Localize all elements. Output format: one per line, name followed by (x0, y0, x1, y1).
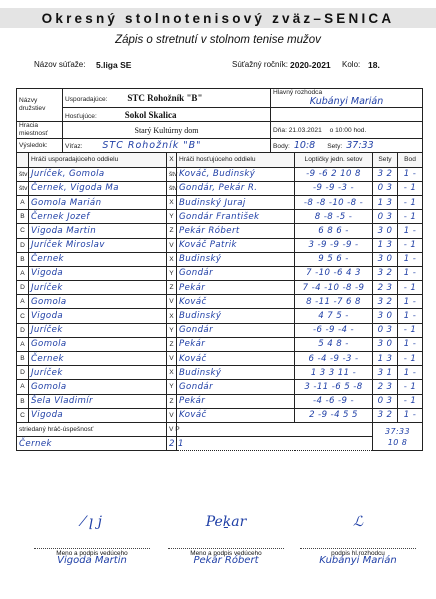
sets-result: 0 3 (373, 210, 398, 224)
away-player: Gondár (177, 266, 295, 280)
match-row (17, 281, 423, 295)
set-scores: -4 -6 -9 - (295, 394, 373, 408)
referee-cell (271, 89, 423, 108)
home-slot-letter: C (17, 224, 29, 238)
away-player: Gondár, Pekár R. (177, 181, 295, 195)
info-table (16, 88, 423, 153)
point-result: - 1 (398, 323, 423, 337)
home-player: Vigoda (29, 408, 167, 422)
set-scores: -9 -6 2 10 8 (295, 167, 373, 181)
away-player: Kováč (177, 295, 295, 309)
away-slot-letter: Y (167, 266, 177, 280)
set-scores: 4 7 5 - (295, 309, 373, 323)
home-slot-letter: C (17, 309, 29, 323)
referee-signature-mark: ℒ (352, 514, 364, 530)
substitute-label-row (17, 422, 423, 436)
point-result: 1 - (398, 309, 423, 323)
match-row (17, 337, 423, 351)
away-slot-letter: X (167, 309, 177, 323)
point-result: - 1 (398, 380, 423, 394)
point-result: 1 - (398, 252, 423, 266)
winner-cell (63, 139, 271, 153)
home-player: Juríček (29, 366, 167, 380)
season-value: 2020-2021 (290, 60, 331, 70)
col-points-header: Loptičky jedn. setov (295, 153, 373, 167)
away-player: Pekár Róbert (177, 224, 295, 238)
away-slot-letter: Y (167, 380, 177, 394)
home-slot-letter: C (17, 408, 29, 422)
home-player: Černek Jozef (29, 210, 167, 224)
substitute-record: 2 1 (167, 437, 177, 451)
set-scores: 3 -9 -9 -9 - (295, 238, 373, 252)
point-result: 1 - (398, 266, 423, 280)
home-slot-letter: B (17, 210, 29, 224)
home-slot-letter: A (17, 337, 29, 351)
match-row (17, 295, 423, 309)
away-slot-letter: štv (167, 181, 177, 195)
substitute-label: striedaný hráč-úspešnosť (17, 422, 167, 436)
match-row (17, 309, 423, 323)
away-player: Pekár (177, 281, 295, 295)
set-scores: 2 -9 -4 5 5 (295, 408, 373, 422)
substitute-letters: V P (167, 422, 177, 436)
competition-label: Názov súťaže: (34, 60, 86, 69)
away-slot-letter: X (167, 195, 177, 209)
match-row (17, 181, 423, 195)
col-score-header: Bod (398, 153, 423, 167)
point-result: - 1 (398, 181, 423, 195)
away-slot-letter: V (167, 295, 177, 309)
away-label: Hosťujúce: (65, 112, 97, 120)
away-leader-signature (160, 514, 292, 576)
home-player: Gomola (29, 295, 167, 309)
match-row (17, 380, 423, 394)
home-signature-caption: Meno a podpis vedúceho (56, 550, 128, 557)
point-result: 1 - (398, 167, 423, 181)
away-team: Sokol Skalica (124, 109, 177, 120)
away-player: Gondár (177, 323, 295, 337)
home-leader-name: Vigoda Martin (57, 555, 127, 566)
points-value: 10:8 (293, 140, 316, 152)
home-slot-letter: A (17, 266, 29, 280)
set-scores: -9 -9 -3 - (295, 181, 373, 195)
away-slot-letter: Z (167, 224, 177, 238)
match-row (17, 238, 423, 252)
sets-result: 1 3 (373, 238, 398, 252)
date-cell (271, 122, 423, 139)
home-player: Juríček Miroslav (29, 238, 167, 252)
point-result: 1 - (398, 224, 423, 238)
match-row (17, 352, 423, 366)
home-slot-letter: štv (17, 181, 29, 195)
sets-result: 0 3 (373, 394, 398, 408)
match-row (17, 210, 423, 224)
match-row (17, 195, 423, 209)
match-row (17, 252, 423, 266)
match-row (17, 408, 423, 422)
winner-label: Víťaz: (65, 143, 83, 151)
venue-value: Starý Kultúrny dom (63, 122, 271, 139)
matches-header (17, 153, 423, 167)
away-leader-name: Pekár Róbert (193, 555, 259, 566)
set-scores: 7 -10 -6 4 3 (295, 266, 373, 280)
away-player: Kováč (177, 352, 295, 366)
referee-name-signature: Kubányi Marián (319, 555, 397, 566)
sets-result: 1 3 (373, 352, 398, 366)
match-row (17, 167, 423, 181)
sets-result: 0 3 (373, 323, 398, 337)
home-signature-mark: ⁄ ꞁ ϳ (81, 514, 103, 530)
match-row (17, 323, 423, 337)
round-value: 18. (368, 60, 380, 70)
point-result: 1 - (398, 408, 423, 422)
away-slot-letter: V (167, 238, 177, 252)
sets-label: Sety: (327, 143, 343, 151)
sets-result: 2 3 (373, 380, 398, 394)
points-label: Body: (273, 143, 290, 151)
away-player: Budinský (177, 309, 295, 323)
col-x-header: X (167, 153, 177, 167)
sets-result: 0 3 (373, 181, 398, 195)
sets-result: 3 2 (373, 167, 398, 181)
away-player: Budinský (177, 252, 295, 266)
season-label: Súťažný ročník: (232, 60, 288, 69)
referee-name: Kubányi Marián (309, 96, 384, 107)
referee-signature (292, 514, 424, 576)
set-scores: -8 -8 -10 -8 - (295, 195, 373, 209)
match-row (17, 266, 423, 280)
date-text: Dňa: 21.03.2021 (273, 126, 322, 134)
set-scores: 6 8 6 - (295, 224, 373, 238)
away-slot-letter: Y (167, 210, 177, 224)
away-slot-letter: X (167, 252, 177, 266)
home-slot-letter: B (17, 352, 29, 366)
venue-label: Hracia miestnosť (17, 122, 63, 139)
away-slot-letter: Z (167, 337, 177, 351)
home-slot-letter: A (17, 195, 29, 209)
home-player: Černek (29, 252, 167, 266)
winner-value: STC Rohožník "B" (102, 140, 202, 152)
away-player: Kováč, Budinský (177, 167, 295, 181)
matches-table (16, 152, 423, 451)
round-label: Kolo: (342, 60, 361, 69)
competition-value: 5.liga SE (96, 60, 132, 70)
point-result: - 1 (398, 238, 423, 252)
home-slot-letter: D (17, 366, 29, 380)
home-label: Usporadajúce: (65, 96, 108, 103)
home-slot-letter: A (17, 295, 29, 309)
set-scores: -6 -9 -4 - (295, 323, 373, 337)
set-scores: 7 -4 -10 -8 -9 (295, 281, 373, 295)
home-slot-letter: B (17, 252, 29, 266)
col-away-header: Hráči hosťujúceho oddielu (177, 153, 295, 167)
referee-signature-caption: podpis hl.rozhodcu (331, 550, 385, 557)
home-player: Vigoda (29, 266, 167, 280)
substitute-row (17, 437, 423, 451)
home-player: Juríček, Gomola (29, 167, 167, 181)
away-player: Budinský Juraj (177, 195, 295, 209)
away-signature-caption: Meno a podpis vedúceho (190, 550, 262, 557)
set-scores: 8 -8 -5 - (295, 210, 373, 224)
teams-label: Názvy družstiev (17, 89, 63, 122)
match-row (17, 366, 423, 380)
home-player: Vigoda (29, 309, 167, 323)
home-player: Černek (29, 352, 167, 366)
sets-result: 3 2 (373, 295, 398, 309)
home-player: Juríček (29, 281, 167, 295)
document-subtitle: Zápis o stretnutí v stolnom tenise mužov (115, 34, 321, 46)
totals-points: 10 8 (387, 437, 408, 447)
match-row (17, 394, 423, 408)
home-player: Černek, Vigoda Ma (29, 181, 167, 195)
away-player: Pekár (177, 337, 295, 351)
home-player: Šela Vladimír (29, 394, 167, 408)
away-slot-letter: štv (167, 167, 177, 181)
point-result: - 1 (398, 281, 423, 295)
away-slot-letter: Z (167, 281, 177, 295)
substitute-player: Černek (17, 437, 167, 451)
point-result: 1 - (398, 366, 423, 380)
home-player: Vigoda Martin (29, 224, 167, 238)
away-signature-mark: Peḵar (205, 514, 247, 530)
home-leader-signature (26, 514, 158, 576)
away-slot-letter: V (167, 352, 177, 366)
away-player: Pekár (177, 394, 295, 408)
score-cell (271, 139, 423, 153)
col-home-header: Hráči usporadajúceho oddielu (29, 153, 167, 167)
point-result: 1 - (398, 295, 423, 309)
home-player: Gomola (29, 380, 167, 394)
set-scores: 1 3 3 11 - (295, 366, 373, 380)
point-result: 1 - (398, 337, 423, 351)
sets-result: 3 2 (373, 408, 398, 422)
home-player: Gomola Marián (29, 195, 167, 209)
col-sets-header: Sety (373, 153, 398, 167)
away-player: Gondár (177, 380, 295, 394)
match-sheet (16, 88, 422, 451)
away-player: Kováč Patrik (177, 238, 295, 252)
home-team-cell (63, 89, 271, 108)
set-scores: 6 -4 -9 -3 - (295, 352, 373, 366)
point-result: - 1 (398, 352, 423, 366)
sets-result: 3 0 (373, 224, 398, 238)
away-slot-letter: Z (167, 394, 177, 408)
away-player: Gondár František (177, 210, 295, 224)
sets-result: 3 2 (373, 266, 398, 280)
match-row (17, 224, 423, 238)
home-slot-letter: D (17, 238, 29, 252)
away-player: Kováč (177, 408, 295, 422)
point-result: - 1 (398, 210, 423, 224)
result-label: Výsledok: (17, 139, 63, 153)
referee-label: Hlavný rozhodca (273, 89, 323, 96)
away-player: Budinský (177, 366, 295, 380)
home-player: Gomola (29, 337, 167, 351)
sets-result: 3 0 (373, 337, 398, 351)
point-result: - 1 (398, 195, 423, 209)
document-title: Okresný stolnotenisový zväz–SENICA (0, 8, 436, 28)
set-scores: 3 -11 -6 5 -8 (295, 380, 373, 394)
set-scores: 9 5 6 - (295, 252, 373, 266)
totals-sets: 37:33 (384, 426, 411, 436)
home-slot-letter: A (17, 380, 29, 394)
point-result: - 1 (398, 394, 423, 408)
totals-cell (373, 422, 423, 450)
away-slot-letter: V (167, 408, 177, 422)
away-slot-letter: Y (167, 323, 177, 337)
sets-result: 3 1 (373, 366, 398, 380)
home-slot-letter: B (17, 394, 29, 408)
sets-value: 37:33 (346, 140, 374, 152)
away-team-cell (63, 108, 271, 122)
home-player: Juríček (29, 323, 167, 337)
home-slot-letter: D (17, 323, 29, 337)
home-slot-letter: štv (17, 167, 29, 181)
sets-result: 3 0 (373, 309, 398, 323)
sets-result: 3 0 (373, 252, 398, 266)
sets-result: 2 3 (373, 281, 398, 295)
set-scores: 8 -11 -7 6 8 (295, 295, 373, 309)
away-slot-letter: X (167, 366, 177, 380)
home-team: STC Rohožník "B" (127, 93, 203, 103)
sets-result: 1 3 (373, 195, 398, 209)
home-slot-letter: D (17, 281, 29, 295)
time-text: o 10:00 hod. (329, 126, 367, 134)
set-scores: 5 4 8 - (295, 337, 373, 351)
